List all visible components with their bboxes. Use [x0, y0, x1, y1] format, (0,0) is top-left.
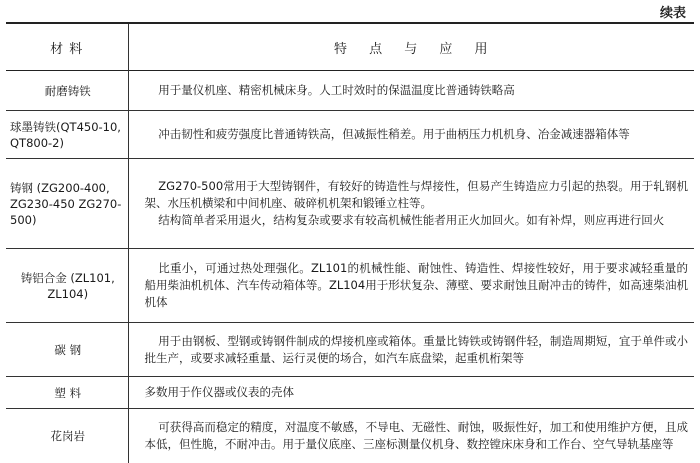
feature-cell	[128, 111, 694, 159]
feature-cell	[128, 71, 694, 111]
table-row	[6, 323, 694, 377]
feature-cell	[128, 377, 694, 409]
feature-text: 用于量仪机座、精密机械床身。人工时效时的保温温度比普通铸铁略高	[158, 83, 515, 97]
table-row	[6, 377, 694, 409]
feature-cell	[128, 323, 694, 377]
material-cell: 铸钢 (ZG200-400, ZG230-450 ZG270-500)	[6, 159, 128, 249]
feature-cell	[128, 159, 694, 249]
header-feature: 特 点 与 应 用	[333, 41, 489, 57]
table-row	[6, 71, 694, 111]
feature-text: 多数用于作仪器或仪表的壳体	[144, 385, 294, 399]
table-header-row	[6, 23, 694, 71]
material-cell: 塑 料	[6, 377, 128, 409]
feature-text: ZG270-500常用于大型铸钢件，有较好的铸造性与焊接性，但易产生铸造应力引起的热裂。用于轧钢机架、水压机横梁和中间机座、破碎机机架和锻锤立柱等。	[144, 179, 688, 210]
material-cell: 铸铝合金 (ZL101, ZL104)	[6, 249, 128, 323]
feature-cell	[128, 409, 694, 463]
feature-text: 结构简单者采用退火，结构复杂或要求有较高机械性能者用正火加回火。如有补焊，则应再进行回火	[158, 213, 665, 227]
feature-text: 可获得高而稳定的精度，对温度不敏感，不导电、无磁性、耐蚀，吸振性好，加工和使用维护方便，且成本低，但性脆，不耐冲击。用于量仪底座、三座标测量仪机身、数控镗床床身和工作台、空气导轨基座等	[144, 419, 688, 451]
feature-text: 冲击韧性和疲劳强度比普通铸铁高，但减振性稍差。用于曲柄压力机机身、冶金减速器箱体等	[158, 127, 630, 141]
table-row	[6, 249, 694, 323]
table-row	[6, 159, 694, 249]
table-row	[6, 111, 694, 159]
header-material: 材 料	[6, 23, 128, 71]
feature-cell	[128, 249, 694, 323]
feature-text: 比重小，可通过热处理强化。ZL101的机械性能、耐蚀性、铸造性、焊接性较好，用于要求减轻重量的船用柴油机机体、汽车传动箱体等。ZL104用于形状复杂、薄壁、要求耐蚀且耐冲击的铸件，如高速柴油机机体	[144, 261, 688, 309]
material-cell: 球墨铸铁(QT450-10, QT800-2)	[6, 111, 128, 159]
table-row	[6, 409, 694, 463]
material-cell: 碳 钢	[6, 323, 128, 377]
continued-label: 续表	[659, 6, 686, 21]
material-table	[6, 22, 694, 463]
material-cell: 花岗岩	[6, 409, 128, 463]
feature-text: 用于由钢板、型钢或铸钢件制成的焊接机座或箱体。重量比铸铁或铸钢件轻，制造周期短，宜于单件或小批生产，或要求减轻重量、运行灵便的场合，如汽车底盘梁，起重机桁架等	[144, 333, 688, 365]
material-cell: 耐磨铸铁	[6, 71, 128, 111]
